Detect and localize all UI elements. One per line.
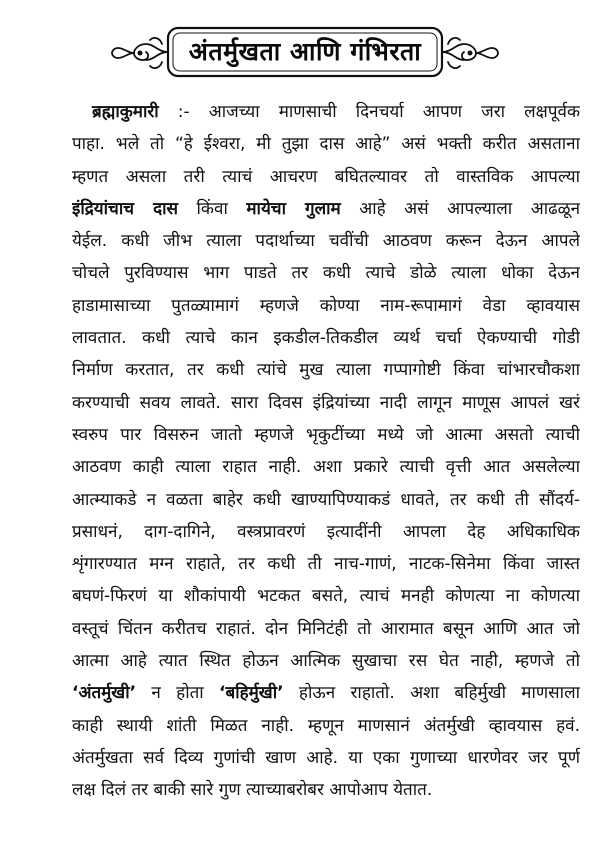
text-span: न होता — [136, 683, 220, 704]
text-span: प्रसाधनं, दाग-दागिने, वस्त्रप्रावरणं इत्यादींनी आपला देह अधिकाधिक — [72, 521, 580, 542]
text-line — [72, 516, 580, 548]
text-line — [72, 128, 580, 160]
text-line — [72, 645, 580, 677]
text-span: लावतात. कधी त्याचे कान इकडील-तिकडील व्यर्थ चर्चा ऐकण्याची गोडी — [72, 328, 580, 349]
bold-text: इंद्रियांचाच दास — [72, 198, 178, 219]
text-line — [72, 710, 580, 742]
text-span: वस्तूचं चिंतन करीतच राहातं. दोन मिनिटंही तो आरामात बसून आणि आत जो — [72, 618, 580, 639]
text-line — [72, 225, 580, 257]
body-paragraph — [72, 96, 580, 807]
text-line — [72, 580, 580, 612]
text-line — [72, 161, 580, 193]
text-line — [72, 387, 580, 419]
text-span: लक्ष दिलं तर बाकी सारे गुण त्याच्याबरोबर आपोआप येतात. — [72, 780, 433, 801]
text-line — [72, 451, 580, 483]
title-banner — [110, 22, 500, 84]
text-span: किंवा — [178, 198, 247, 219]
text-span: आठवण काही त्याला राहात नाही. अशा प्रकारे त्याची वृत्ती आत असलेल्या — [72, 457, 580, 478]
text-span: करण्याची सवय लावते. सारा दिवस इंद्रियांच्या नादी लागून माणूस आपलं खरं — [72, 392, 580, 413]
text-span: बघणं-फिरणं या शौकांपायी भटकत बसते, त्याचं मनही कोणत्या ना कोणत्या — [72, 586, 580, 607]
text-span: येईल. कधी जीभ त्याला पदार्थाच्या चवींची आठवण करून देऊन आपले — [72, 231, 580, 252]
text-line — [72, 257, 580, 289]
text-span: शृंगारण्यात मग्न राहाते, तर कधी ती नाच-गाणं, नाटक-सिनेमा किंवा जास्त — [72, 554, 580, 575]
bold-text: मायेचा गुलाम — [246, 198, 341, 219]
text-span: म्हणत असला तरी त्याचं आचरण बघितल्यावर तो वास्तविक आपल्या — [72, 166, 580, 187]
text-span: :- आजच्या माणसाची दिनचर्या आपण जरा लक्षपूर्वक — [158, 102, 580, 122]
text-span: निर्माण करतात, तर कधी त्यांचे मुख त्याला गप्पागोष्टी किंवा चांभारचौकशा — [72, 360, 580, 381]
text-span: आत्म्याकडे न वळता बाहेर कधी खाण्यापिण्याकडं धावते, तर कधी ती सौंदर्य- — [72, 489, 580, 510]
text-line — [72, 677, 580, 709]
bold-text: ब्रह्माकुमारी — [92, 102, 159, 122]
text-span: पाहा. भले तो “हे ईश्वरा, मी तुझा दास आहे” असं भक्ती करीत असताना — [72, 134, 580, 155]
text-line — [72, 774, 580, 806]
bold-text: ‘बहिर्मुखी’ — [219, 683, 284, 704]
text-span: काही स्थायी शांती मिळत नाही. म्हणून माणसानं अंतर्मुखी व्हावयास हवं. — [72, 715, 580, 736]
text-span: होऊन राहातो. अशा बहिर्मुखी माणसाला — [283, 683, 580, 704]
text-line — [72, 548, 580, 580]
bold-text: ‘अंतर्मुखी’ — [72, 683, 137, 704]
text-span: स्वरुप पार विसरुन जातो म्हणजे भृकुटींच्या मध्ये जो आत्मा असतो त्याची — [72, 424, 580, 445]
text-line — [72, 322, 580, 354]
text-line — [72, 419, 580, 451]
text-span: चोचले पुरविण्यास भाग पाडते तर कधी त्याचे डोळे त्याला धोका देऊन — [72, 263, 580, 284]
text-span: आत्मा आहे त्यात स्थित होऊन आत्मिक सुखाचा रस घेत नाही, म्हणजे तो — [72, 651, 580, 672]
text-line — [72, 742, 580, 774]
text-line — [72, 613, 580, 645]
text-line — [72, 290, 580, 322]
text-line — [72, 96, 580, 128]
text-span: हाडामासाच्या पुतळ्यामागं म्हणजे कोण्या नाम-रूपामागं वेडा व्हावयास — [72, 295, 580, 316]
text-span: अंतर्मुखता सर्व दिव्य गुणांची खाण आहे. या एका गुणाच्या धारणेवर जर पूर्ण — [72, 747, 580, 768]
text-line — [72, 193, 580, 225]
page-title: अंतर्मुखता आणि गंभिरता — [188, 37, 422, 66]
text-line — [72, 354, 580, 386]
text-line — [72, 484, 580, 516]
text-span: आहे असं आपल्याला आढळून — [340, 198, 580, 219]
